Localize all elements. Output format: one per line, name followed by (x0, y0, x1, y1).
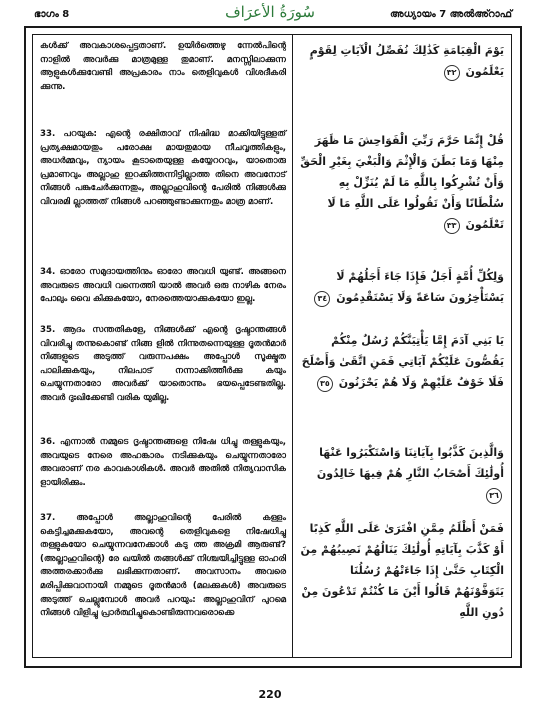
part-label: ഭാഗം 8 (34, 9, 70, 20)
translation-paragraph-36: 36. എന്നാൽ നമ്മുടെ ദൃഷ്ടാന്തങ്ങളെ നിഷേ ധിച്ചു തള്ളുകയും, അവയുടെ നേരെ അഹങ്കാരം നടിക്കുകയും ചെയ്യുന്നതാരോ അവരാണ് നര കാവകാശികൾ. അവർ അതിൽ നിത്യവാസിക ളായിരിക്കും. (40, 437, 286, 488)
column-divider (292, 34, 293, 657)
arabic-verse-32-text: يَوْمَ الْقِيَامَةِ كَذَٰلِكَ نُفَصِّلُ الْآيَاتِ لِقَوْمٍ يَعْلَمُونَ (309, 44, 504, 78)
page-number: 220 (258, 688, 282, 701)
arabic-verse-34-text: وَلِكُلِّ أُمَّةٍ أَجَلٌ فَإِذَا جَاءَ أَجَلُهُمْ لَا يَسْتَأْخِرُونَ سَاعَةً وَلَا يَسْتَقْدِمُونَ (336, 270, 504, 304)
translation-paragraph-33: 33. പറയുക: എന്റെ രക്ഷിതാവ് നിഷിദ്ധ മാക്കിയിട്ടുള്ളത് പ്രത്യക്ഷമായതും പരോക്ഷ മായതുമായ നീചവൃത്തികളും, അധർമ്മവും, ന്യായം കൂടാതെയുള്ള കയ്യേററവും, യാതൊരു പ്രമാണവും അല്ലാഹു ഇറക്കിത്തന്നിട്ടില്ലാത്ത തിനെ അവനോട് നിങ്ങൾ പങ്കുചേർക്കുന്നതും, അല്ലാഹുവിന്റെ പേരിൽ നിങ്ങൾക്കു വിവരമി ല്ലാത്തത് നിങ്ങൾ പറഞ്ഞുണ്ടാക്കുന്നതും മാത്ര മാണ്. (40, 129, 286, 207)
translation-paragraph-32: കൾക്ക് അവകാശപ്പെട്ടതാണ്. ഉയിർത്തെഴു ന്നേൽപിന്റെ നാളിൽ അവർക്കു മാത്രമുള്ള തുമാണ്. മനസ്സിലാക്കുന്ന ആളുകൾക്കുവേണ്ടി അപ്രകാരം നാം തെളിവുകൾ വിശദീകരി ക്കുന്നു. (40, 41, 286, 92)
translation-paragraph-37: 37. അപ്പോൾ അല്ലാഹുവിന്റെ പേരിൽ കള്ളം കെട്ടിച്ചമക്കുകയോ, അവന്റെ തെളിവുകളെ നിഷേധിച്ചു തള്ളുകയോ ചെയ്യുന്നവനേക്കാൾ കടു ത്ത അക്രമി ആരുണ്ട്? (അല്ലാഹുവിന്റെ) രേ ഖയിൽ തങ്ങൾക്ക് നിശ്ചയിച്ചിട്ടുള്ള ഓഹരി അത്തരക്കാർക്കു ലഭിക്കുന്നതാണ്. അവസാനം അവരെ മരിപ്പിക്കുവാനായി നമ്മുടെ ദൂതൻമാർ (മലക്കുകൾ) അവരുടെ അടുത്ത് ചെല്ലുമ്പോൾ അവർ പറയും: അല്ലാഹുവിന് പുറമെ നിങ്ങൾ വിളിച്ചു പ്രാർത്ഥിച്ചുകൊണ്ടിരുന്നവരൊക്കെ (40, 513, 286, 619)
verse-number-36: ٣٦ (486, 488, 502, 504)
verse-number-34: ٣٤ (314, 291, 330, 307)
arabic-verse-34 (298, 266, 504, 308)
arabic-verse-33 (298, 130, 504, 235)
translation-paragraph-34: 34. ഓരോ സമുദായത്തിനും ഓരോ അവധി യുണ്ട്. അങ്ങനെ അവരുടെ അവധി വന്നെത്തി യാൽ അവർ ഒരു നാഴിക നേരം പോലും വൈ കിക്കുകയോ, നേരത്തെയാക്കുകയോ ഇല്ല. (40, 267, 286, 305)
surah-title: سُورَةُ الأعرَاف (225, 3, 315, 21)
verse-number-33: ٣٣ (444, 218, 460, 234)
arabic-verse-36-text: وَالَّذِينَ كَذَّبُوا بِآيَاتِنَا وَاسْتَكْبَرُوا عَنْهَا أُولَٰئِكَ أَصْحَابُ النَّارِ هُمْ فِيهَا خَالِدُونَ (316, 446, 504, 480)
verse-number-35: ٣٥ (317, 376, 333, 392)
arabic-verse-33-text: قُلْ إِنَّمَا حَرَّمَ رَبِّيَ الْفَوَاحِشَ مَا ظَهَرَ مِنْهَا وَمَا بَطَنَ وَالْإِثْمَ وَالْبَغْيَ بِغَيْرِ الْحَقِّ وَأَنْ تُشْرِكُوا بِاللَّهِ مَا لَمْ يُنَزِّلْ بِهِ سُلْطَانًا وَأَنْ تَقُولُوا عَلَى اللَّهِ مَا لَا تَعْلَمُونَ (300, 134, 504, 231)
arabic-verse-32 (298, 40, 504, 82)
arabic-verse-37: فَمَنْ أَظْلَمُ مِمَّنِ افْتَرَىٰ عَلَى اللَّهِ كَذِبًا أَوْ كَذَّبَ بِآيَاتِهِ أُولَٰئِكَ يَنَالُهُمْ نَصِيبُهُمْ مِنَ الْكِتَابِ حَتَّىٰ إِذَا جَاءَتْهُمْ رُسُلُنَا يَتَوَفَّوْنَهُمْ قَالُوا أَيْنَ مَا كُنْتُمْ تَدْعُونَ مِنْ دُونِ اللَّهِ (300, 522, 504, 619)
chapter-label: അധ്യായം 7 അൽഅ്റാഫ് (390, 9, 512, 20)
verse-number-32: ٣٢ (444, 65, 460, 81)
arabic-verse-35 (298, 330, 504, 393)
arabic-verse-35-text: يَا بَنِي آدَمَ إِمَّا يَأْتِيَنَّكُمْ رُسُلٌ مِنْكُمْ يَقُصُّونَ عَلَيْكُمْ آيَاتِي فَمَنِ اتَّقَىٰ وَأَصْلَحَ فَلَا خَوْفٌ عَلَيْهِمْ وَلَا هُمْ يَحْزَنُونَ (301, 334, 504, 389)
translation-paragraph-35: 35. ആദം സന്തതികളേ, നിങ്ങൾക്ക് എന്റെ ദൃഷ്ടാന്തങ്ങൾ വിവരിച്ചു തന്നുകൊണ്ട് നിങ്ങ ളിൽ നിന്നുതന്നെയുള്ള ദൂതൻമാർ നിങ്ങളുടെ അടുത്ത് വരുന്നപക്ഷം അപ്പോൾ സൂക്ഷ്മത പാലിക്കുകയും, നിലപാട് നന്നാക്കിത്തീർക്കു കയും ചെയ്യുന്നതാരോ അവർക്ക് യാതൊന്നും ഭയപ്പെടേണ്ടതില്ല. അവർ ദുഃഖിക്കേണ്ടി വരിക യുമില്ല. (40, 325, 286, 403)
arabic-verse-36 (298, 442, 504, 505)
